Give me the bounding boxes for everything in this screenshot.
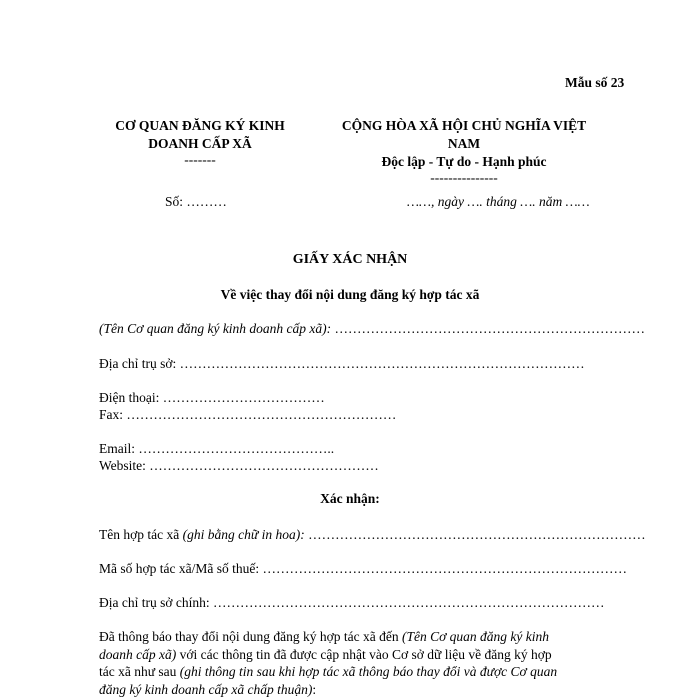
notice-line-1 bbox=[99, 628, 557, 646]
coop-name-field bbox=[99, 527, 646, 543]
notice-text: : bbox=[312, 681, 317, 697]
agency-line-2: DOANH CẤP XÃ bbox=[148, 136, 252, 151]
confirm-heading: Xác nhận: bbox=[320, 491, 380, 506]
coop-name-hint: (ghi bằng chữ in hoa): bbox=[182, 527, 305, 542]
notice-text: với các thông tin đã được cập nhật vào Cơ sở dữ liệu về đăng ký hợp bbox=[176, 646, 552, 662]
website-field: Website: …………………………………………… bbox=[99, 458, 379, 473]
coop-name-dots: ………………………………………………………………… bbox=[304, 527, 646, 542]
email-field: Email: …………………………………….. bbox=[99, 441, 335, 456]
notice-hint: đăng ký kinh doanh cấp xã chấp thuận) bbox=[99, 681, 313, 697]
motto: Độc lập - Tự do - Hạnh phúc bbox=[381, 154, 547, 169]
notice-hint: (Tên Cơ quan đăng ký kinh bbox=[401, 629, 550, 644]
notice-paragraph bbox=[99, 628, 557, 698]
phone-field: Điện thoại: ……………………………… bbox=[99, 390, 325, 405]
document-title: GIẤY XÁC NHẬN bbox=[292, 252, 408, 267]
agency-line-1: CƠ QUAN ĐĂNG KÝ KINH bbox=[115, 118, 285, 133]
coop-name-label: Tên hợp tác xã bbox=[99, 527, 183, 542]
notice-line-3 bbox=[99, 663, 557, 681]
contact-block-1 bbox=[99, 389, 396, 423]
republic-header bbox=[313, 117, 615, 185]
notice-line-4 bbox=[99, 681, 557, 699]
fax-field: Fax: …………………………………………………… bbox=[99, 407, 397, 422]
head-office-field: Địa chỉ trụ sở chính: …………………………………………………………………………… bbox=[99, 595, 605, 610]
notice-text: Đã thông báo thay đổi nội dung đăng ký hợp tác xã đến bbox=[99, 629, 402, 644]
agency-divider: ------- bbox=[184, 152, 216, 167]
date-line: ……, ngày …. tháng …. năm …… bbox=[407, 194, 590, 209]
notice-hint: (ghi thông tin sau khi hợp tác xã thông báo thay đổi và được Cơ quan bbox=[179, 664, 558, 679]
republic-line-2: NAM bbox=[447, 136, 481, 151]
republic-line-1: CỘNG HÒA XÃ HỘI CHỦ NGHĨA VIỆT bbox=[341, 118, 587, 133]
republic-divider: --------------- bbox=[430, 170, 498, 185]
form-number: Mẫu số 23 bbox=[565, 75, 625, 90]
notice-hint: doanh cấp xã) bbox=[99, 646, 177, 662]
agency-name-label: (Tên Cơ quan đăng ký kinh doanh cấp xã): bbox=[99, 321, 332, 336]
contact-block-2 bbox=[99, 440, 379, 474]
coop-code-field: Mã số hợp tác xã/Mã số thuế: ……………………………………………………………………… bbox=[99, 561, 627, 576]
document-subtitle: Về việc thay đổi nội dung đăng ký hợp tác xã bbox=[220, 287, 480, 302]
address-field: Địa chỉ trụ sở: ……………………………………………………………………………… bbox=[99, 356, 585, 371]
document-number: Số: ……… bbox=[165, 194, 227, 209]
agency-header bbox=[95, 117, 305, 167]
notice-line-2 bbox=[99, 646, 557, 664]
agency-name-field bbox=[99, 321, 645, 337]
agency-name-dots: …………………………………………………………… bbox=[331, 321, 646, 336]
notice-text: tác xã như sau bbox=[99, 664, 180, 679]
